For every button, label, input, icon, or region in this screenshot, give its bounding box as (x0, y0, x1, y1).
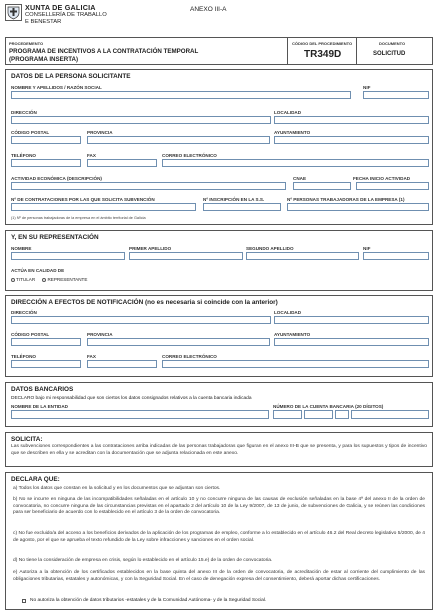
cnae-label: CNAE (293, 176, 307, 181)
logo-title: XUNTA DE GALICIA (25, 3, 96, 12)
no-authorize-text: No autoriza la obtención de datos tributarios -estatales y de la Comunidad Autónoma- y de la Seguridad Social. (30, 598, 267, 603)
procedure-code: TR349D (304, 49, 342, 60)
rep-surname1-field[interactable] (129, 252, 243, 260)
rep-surname1-label: PRIMER APELLIDO (129, 246, 172, 251)
bank-declaration: DECLARO bajo mi responsabilidad que son ciertos los datos consignados relativos a la cuenta bancaria indicada (11, 396, 252, 401)
address-label: DIRECCIÓN (11, 110, 37, 115)
notification-section (5, 295, 433, 377)
notif-province-field[interactable] (87, 338, 270, 346)
role-representative-radio[interactable]: REPRESENTANTE (42, 277, 87, 282)
province-field[interactable] (87, 136, 270, 144)
rep-nif-label: NIF (363, 246, 371, 251)
council-label: AYUNTAMIENTO (274, 130, 311, 135)
workers-footnote: (1) Nº de personas trabajadoras de la empresa en el ámbito territorial de Galicia (11, 216, 146, 220)
bank-section (5, 382, 433, 427)
notif-address-field[interactable] (11, 316, 271, 324)
request-text: Las subvenciones correspondientes a las contrataciones arriba indicadas de las personas trabajadoras que figuran en el anexo III-B que se presenta, y para los supuestos y tipos de incentivo que se describen en ella y se acreditan con la documentación que se adjunta relacionada en este anexo. (11, 444, 427, 456)
document-label: DOCUMENTO (379, 41, 406, 46)
document-value: SOLICITUD (373, 51, 406, 57)
locality-label: LOCALIDAD (274, 110, 302, 115)
contracts-label: Nº DE CONTRATACIONES POR LAS QUE SOLICITA SUBVENCIÓN (11, 197, 155, 202)
notif-postal-code-field[interactable] (11, 338, 81, 346)
notif-postal-code-label: CÓDIGO POSTAL (11, 332, 50, 337)
workers-field[interactable] (287, 203, 429, 211)
representation-section (5, 230, 433, 291)
rep-surname2-field[interactable] (246, 252, 359, 260)
notif-council-label: AYUNTAMIENTO (274, 332, 311, 337)
notif-fax-field[interactable] (87, 360, 157, 368)
declaration-item-b: b) No se incurre en ninguna de las incompatibilidades señaladas en el artículo 10 y no concurre ninguna de las causas de exclusión señaladas en la base 4ª del anexo II de la orden de convocatoria, no concurre ninguna de las circunstancias previstas en el apartado 2 del artículo 10 de la Ley 9/2007, de 13 de junio, de subvenciones de Galicia, y se reúnen las condiciones para ser beneficiario de acuerdo con lo establecido en el artículo 3 de la orden de convocatoria. (13, 497, 425, 516)
bank-account-field-number[interactable] (351, 410, 429, 419)
phone-label: TELÉFONO (11, 153, 37, 158)
start-date-field[interactable] (356, 182, 429, 190)
logo-subtitle-2: E BENESTAR (25, 19, 62, 25)
notif-locality-field[interactable] (274, 316, 429, 324)
declaration-item-e: e) Autoriza a la obtención de los certificados establecidos en la base quinta del anexo III de la orden de convocatoria, de acreditación de estar al corriente del cumplimiento de las obligaciones tributarias, estatales y autonómicas, y con la Seguridad Social. En el caso de denegación expresa del consentimiento, deberá aportar dichas certificaciones. (13, 570, 425, 582)
role-titular-radio[interactable]: TITULAR (11, 277, 35, 282)
postal-code-field[interactable] (11, 136, 81, 144)
nif-field[interactable] (363, 91, 429, 99)
address-field[interactable] (11, 116, 271, 124)
declares-title: DECLARA QUE: (11, 476, 60, 483)
phone-field[interactable] (11, 159, 81, 167)
bank-entity-field[interactable] (11, 410, 269, 419)
locality-field[interactable] (274, 116, 429, 124)
request-section (5, 432, 433, 467)
declaration-item-d: d) No tiene la consideración de empresa en crisis, según lo establecido en el artículo 15.e) de la orden de convocatoria. (13, 558, 273, 563)
request-title: SOLICITA: (11, 436, 43, 443)
rep-nif-field[interactable] (363, 252, 429, 260)
declares-section (5, 472, 433, 610)
rep-surname2-label: SEGUNDO APELLIDO (246, 246, 294, 251)
no-authorize-checkbox[interactable] (22, 599, 26, 603)
contracts-field[interactable] (11, 203, 196, 211)
procedure-label: PROCEDEMENTO (9, 41, 44, 46)
procedure-title-2: (PROGRAMA INSERTA) (9, 56, 79, 63)
notif-council-field[interactable] (274, 338, 429, 346)
fax-label: FAX (87, 153, 96, 158)
notif-province-label: PROVINCIA (87, 332, 113, 337)
notif-address-label: DIRECCIÓN (11, 310, 37, 315)
procedure-code-label: CÓDIGO DEL PROCEDIMIENTO (292, 41, 353, 46)
bank-account-field-office[interactable] (304, 410, 333, 419)
procedure-title-1: PROGRAMA DE INCENTIVOS A LA CONTRATACIÓN TEMPORAL (9, 48, 199, 55)
activity-label: ACTIVIDAD ECONÓMICA (DESCRIPCIÓN) (11, 176, 102, 181)
notif-phone-label: TELÉFONO (11, 354, 37, 359)
xunta-logo-icon (5, 4, 22, 21)
workers-label: Nº PERSONAS TRABAJADORAS DE LA EMPRESA (1) (287, 197, 405, 202)
annex-label: ANEXO III-A (190, 6, 227, 13)
ss-field[interactable] (203, 203, 281, 211)
province-label: PROVINCIA (87, 130, 113, 135)
notif-locality-label: LOCALIDAD (274, 310, 302, 315)
rep-name-label: NOMBRE (11, 246, 32, 251)
name-field[interactable] (11, 91, 351, 99)
rep-name-field[interactable] (11, 252, 125, 260)
name-label: NOMBRE Y APELLIDOS / RAZÓN SOCIAL (11, 85, 102, 90)
declaration-item-a: a) Todos los datos que constan en la solicitud y en los documentos que se adjuntan son ciertos. (13, 486, 221, 491)
bank-account-field-entity[interactable] (273, 410, 302, 419)
activity-field[interactable] (11, 182, 286, 190)
fax-field[interactable] (87, 159, 157, 167)
nif-label: NIF (363, 85, 371, 90)
bank-account-field-dc[interactable] (335, 410, 349, 419)
role-options (11, 277, 87, 282)
notif-phone-field[interactable] (11, 360, 81, 368)
logo-subtitle-1: CONSELLERÍA DE TRABALLO (25, 12, 107, 18)
cnae-field[interactable] (293, 182, 351, 190)
email-label: CORREO ELECTRÓNICO (162, 153, 217, 158)
bank-account-label: NÚMERO DE LA CUENTA BANCARIA (20 DÍGITOS) (273, 404, 384, 409)
role-label: ACTÚA EN CALIDAD DE (11, 268, 65, 273)
bank-entity-label: NOMBRE DE LA ENTIDAD (11, 404, 68, 409)
council-field[interactable] (274, 136, 429, 144)
notif-fax-label: FAX (87, 354, 96, 359)
applicant-section (5, 69, 433, 225)
applicant-title: DATOS DE LA PERSONA SOLICITANTE (11, 73, 131, 80)
representation-title: Y, EN SU REPRESENTACIÓN (11, 234, 99, 241)
procedure-bar (5, 37, 433, 65)
notif-email-label: CORREO ELECTRÓNICO (162, 354, 217, 359)
notif-email-field[interactable] (162, 360, 429, 368)
postal-code-label: CÓDIGO POSTAL (11, 130, 50, 135)
bank-title: DATOS BANCARIOS (11, 386, 74, 393)
start-date-label: FECHA INICIO ACTIVIDAD (353, 176, 411, 181)
declaration-item-c: c) No fue excluido/a del acceso a los beneficios derivados de la aplicación de los programas de empleo, conforme a lo establecido en el artículo 46.2 del Real decreto legislativo 5/2000, de 4 de agosto, por el que se aprueba el texto refundido de la Ley sobre infracciones y sanciones en el orden social. (13, 531, 425, 543)
email-field[interactable] (162, 159, 429, 167)
ss-label: Nº INSCRIPCIÓN EN LA S.S. (203, 197, 265, 202)
notification-title: DIRECCIÓN A EFECTOS DE NOTIFICACIÓN (no es necesaria si coincide con la anterior) (11, 299, 278, 306)
